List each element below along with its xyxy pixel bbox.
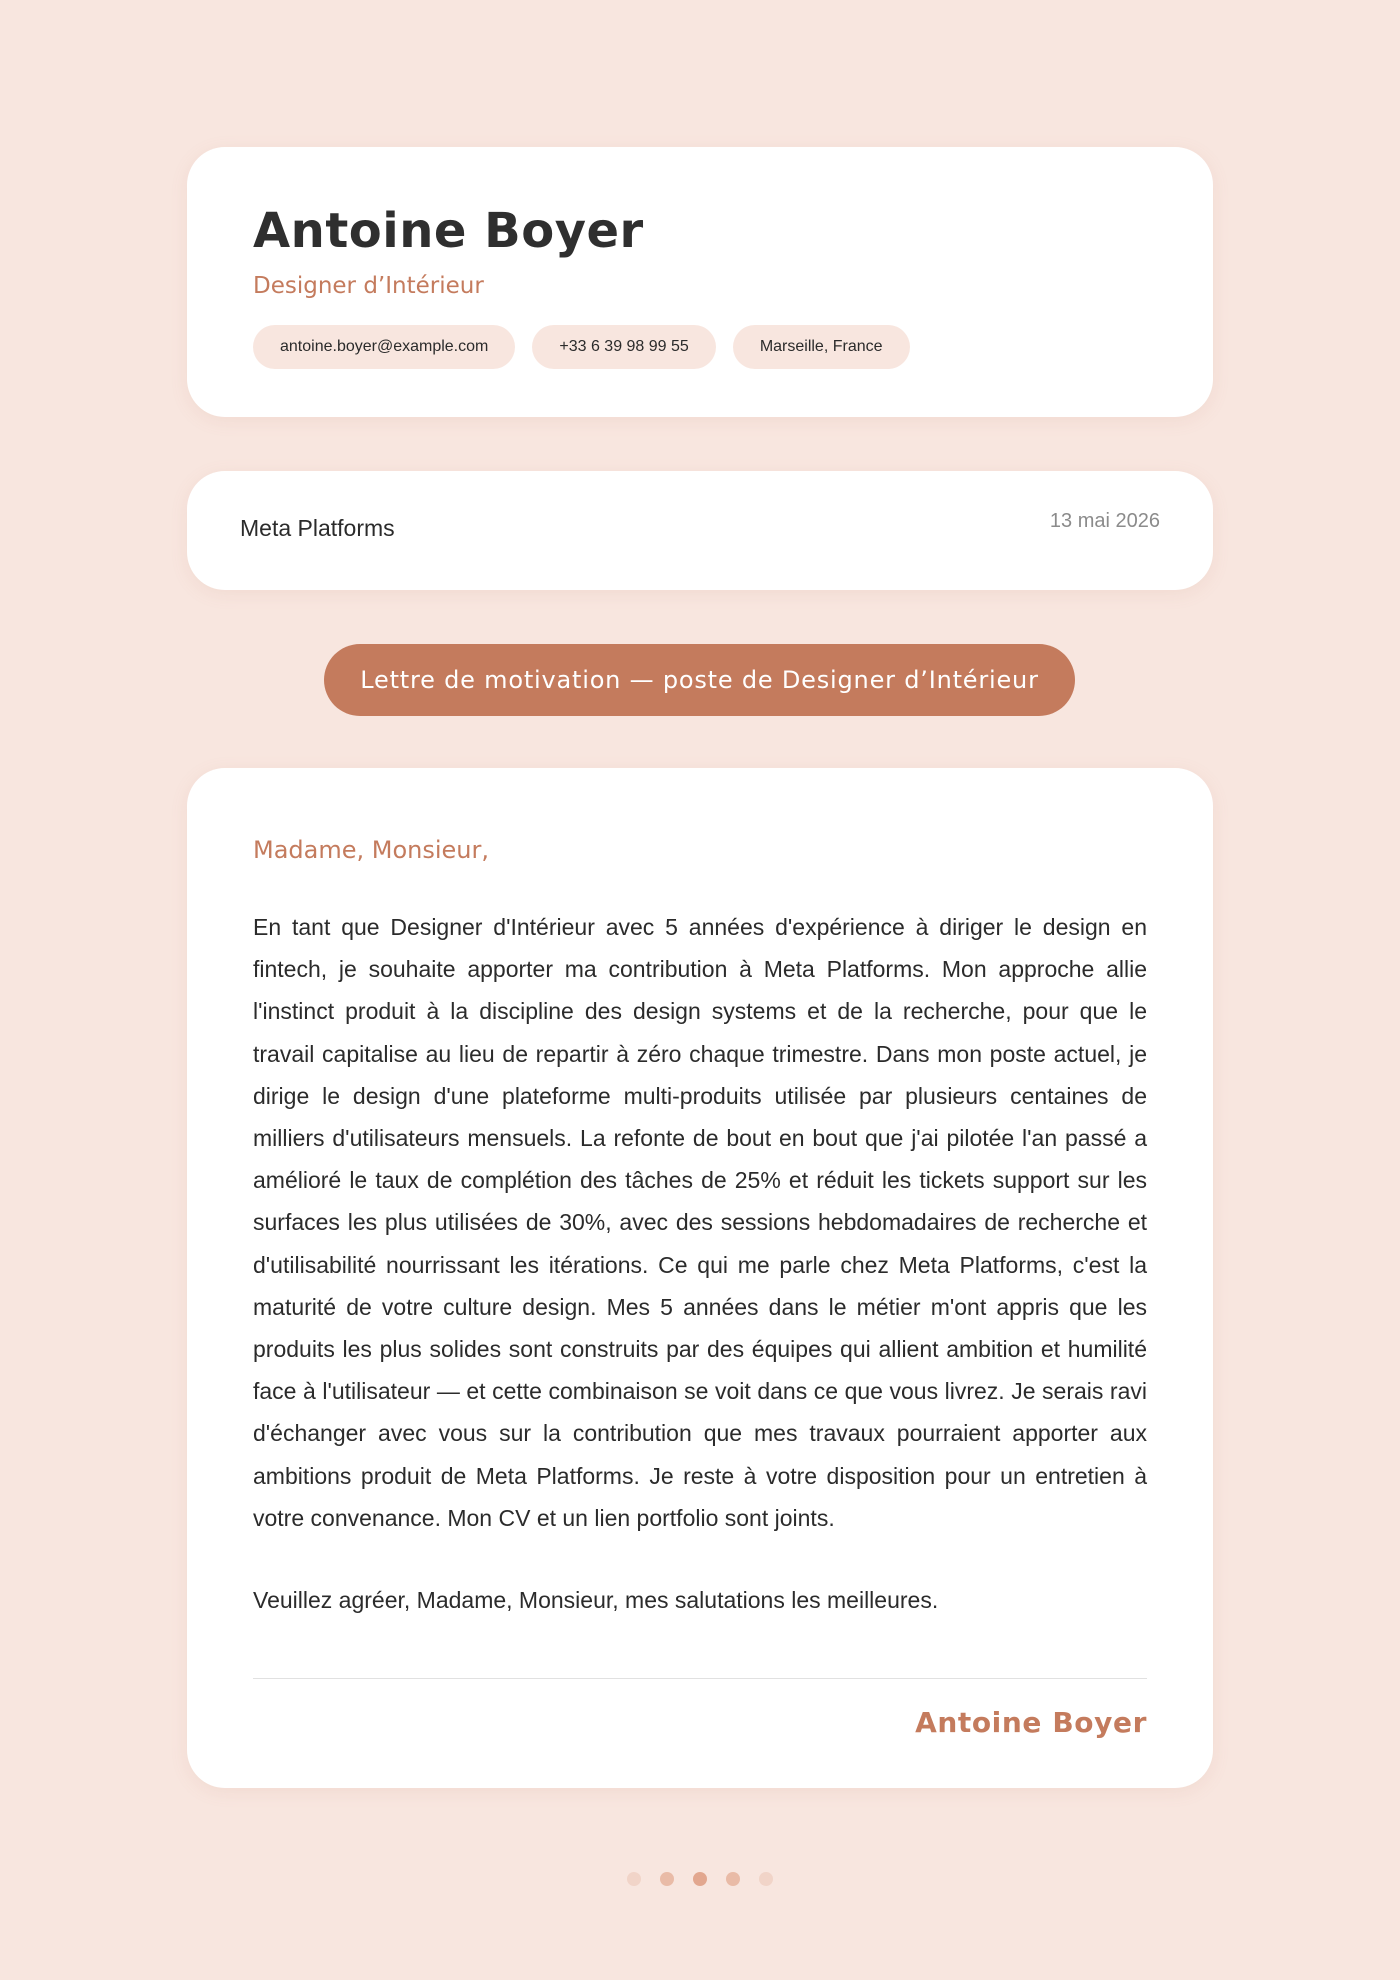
recipient-card — [187, 471, 1213, 590]
contact-email-chip[interactable]: antoine.boyer@example.com — [253, 325, 515, 369]
pagination-dots — [0, 1872, 1400, 1886]
signature-divider — [253, 1678, 1147, 1679]
header-card — [187, 147, 1213, 417]
contact-location-chip: Marseille, France — [733, 325, 910, 369]
pagination-dot[interactable] — [759, 1872, 773, 1886]
recipient-company: Meta Platforms — [240, 515, 395, 541]
letter-date: 13 mai 2026 — [1049, 510, 1160, 532]
letter-body: En tant que Designer d'Intérieur avec 5 années d'expérience à diriger le design en fintech, je souhaite apporter ma contribution à Meta Platforms. Mon approche allie l'instinct produit à la discipline des design systems et de la recherche, pour que le travail capitalise au lieu de repartir à zéro chaque trimestre. Dans mon poste actuel, je dirige le design d'une plateforme multi-produits utilisée par plusieurs centaines de milliers d'utilisateurs mensuels. La refonte de bout en bout que j'ai pilotée l'an passé a amélioré le taux de complétion des tâches de 25% et réduit les tickets support sur les surfaces les plus utilisées de 30%, avec des sessions hebdomadaires de recherche et d'utilisabilité nourrissant les itérations. Ce qui me parle chez Meta Platforms, c'est la maturité de votre culture design. Mes 5 années dans le métier m'ont appris que les produits les plus solides sont construits par des équipes qui allient ambition et humilité face à l'utilisateur — et cette combinaison se voit dans ce que vous livrez. Je serais ravi d'échanger avec vous sur la contribution que mes travaux pourraient apporter aux ambitions produit de Meta Platforms. Je reste à votre disposition pour un entretien à votre convenance. Mon CV et un lien portfolio sont joints. — [253, 914, 1147, 1531]
contact-phone-chip[interactable]: +33 6 39 98 99 55 — [532, 325, 715, 369]
letter-card — [187, 768, 1213, 1788]
applicant-role: Designer d’Intérieur — [253, 273, 484, 299]
contact-chips — [253, 325, 1147, 369]
pagination-dot-active[interactable] — [693, 1872, 707, 1886]
letter-signature: Antoine Boyer — [915, 1706, 1147, 1740]
pagination-dot[interactable] — [627, 1872, 641, 1886]
subject-banner: Lettre de motivation — poste de Designer d’Intérieur — [324, 644, 1075, 716]
applicant-name: Antoine Boyer — [253, 203, 644, 259]
letter-closing: Veuillez agréer, Madame, Monsieur, mes salutations les meilleures. — [253, 1587, 939, 1614]
pagination-dot[interactable] — [660, 1872, 674, 1886]
letter-salutation: Madame, Monsieur, — [253, 836, 490, 864]
pagination-dot[interactable] — [726, 1872, 740, 1886]
